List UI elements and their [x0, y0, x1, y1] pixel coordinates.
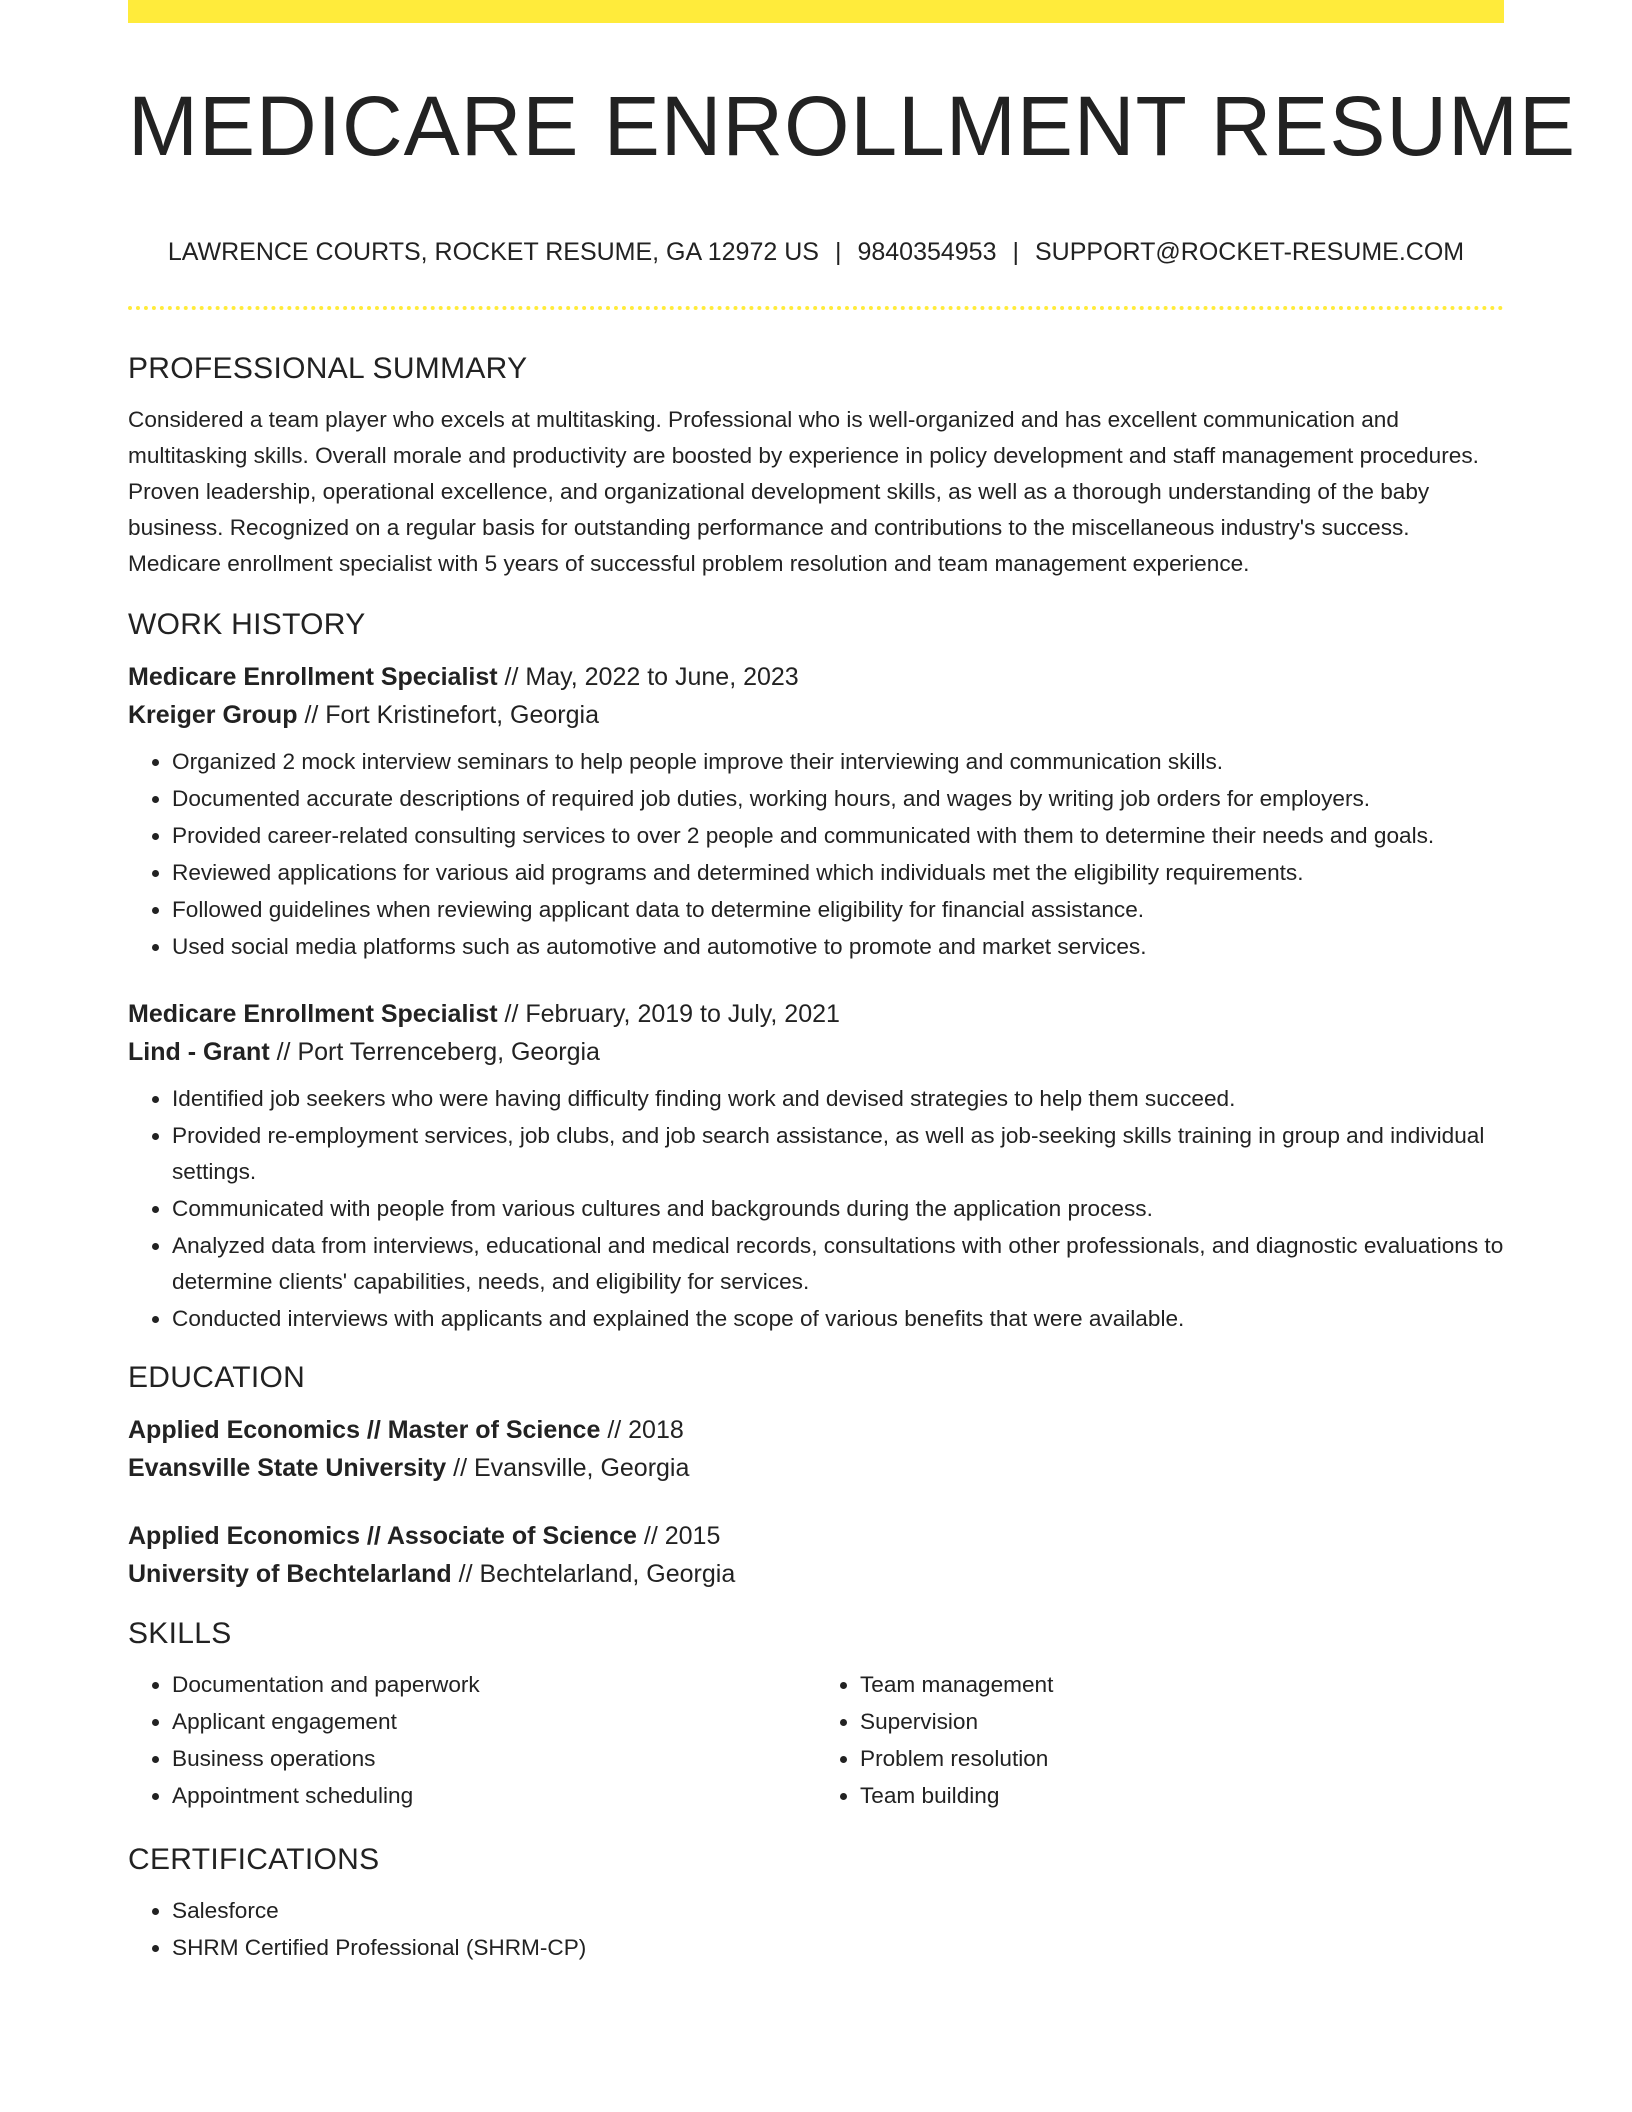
job-bullet: • Provided career-related consulting services to over 2 people and communicated with them to determine their needs and goals.	[172, 818, 1504, 854]
resume-content	[128, 352, 1504, 1967]
resume-title: MEDICARE ENROLLMENT RESUME	[128, 79, 1577, 173]
skill-item: • Team management	[860, 1667, 1504, 1703]
degree-name: Applied Economics // Associate of Science	[128, 1522, 637, 1550]
job-company: Lind - Grant	[128, 1038, 270, 1066]
degree-year: // 2015	[643, 1522, 721, 1550]
job-bullet: • Organized 2 mock interview seminars to help people improve their interviewing and communication skills.	[172, 744, 1504, 780]
degree-year: // 2018	[607, 1416, 684, 1444]
contact-separator: |	[834, 238, 842, 266]
certification-item: • Salesforce	[172, 1893, 1504, 1929]
degree-name: Applied Economics // Master of Science	[128, 1416, 601, 1444]
job-bullet: • Provided re-employment services, job clubs, and job search assistance, as well as job-seeking skills training in group and individual settings.	[172, 1118, 1504, 1190]
job-title: Medicare Enrollment Specialist	[128, 1000, 498, 1028]
skills-right-column	[816, 1667, 1504, 1815]
job-location: // Fort Kristinefort, Georgia	[304, 701, 599, 729]
job-company-line	[128, 696, 1504, 734]
education-section	[128, 1361, 1504, 1593]
dotted-divider	[128, 306, 1504, 310]
skill-item: • Team building	[860, 1778, 1504, 1814]
contact-separator: |	[1012, 238, 1019, 266]
contact-line	[128, 238, 1504, 267]
job-entry	[128, 995, 1504, 1337]
education-heading: EDUCATION	[128, 1361, 306, 1394]
skills-heading: SKILLS	[128, 1617, 232, 1650]
job-company-line	[128, 1033, 1504, 1071]
school-name: Evansville State University	[128, 1454, 447, 1482]
skill-item: • Documentation and paperwork	[172, 1667, 816, 1703]
certifications-section	[128, 1843, 1504, 1966]
job-bullet: • Reviewed applications for various aid programs and determined which individuals met the eligibility requirements.	[172, 855, 1504, 891]
skills-columns	[128, 1667, 1504, 1815]
certification-item: • SHRM Certified Professional (SHRM-CP)	[172, 1930, 1504, 1966]
job-dates: // May, 2022 to June, 2023	[504, 663, 799, 691]
work-history-section	[128, 608, 1504, 1337]
job-location: // Port Terrenceberg, Georgia	[276, 1038, 600, 1066]
job-bullets	[128, 1081, 1504, 1337]
contact-email: SUPPORT@ROCKET-RESUME.COM	[1035, 238, 1465, 266]
job-bullets	[128, 744, 1504, 965]
job-title-line	[128, 995, 1504, 1033]
school-location: // Bechtelarland, Georgia	[458, 1560, 736, 1588]
summary-text: Considered a team player who excels at multitasking. Professional who is well-organized and has excellent communication and multitasking skills. Overall morale and productivity are boosted by experience in policy development and staff management procedures. Proven leadership, operational excellence, and organizational development skills, as well as a thorough understanding of the baby business. Recognized on a regular basis for outstanding performance and contributions to the miscellaneous industry's success. Medicare enrollment specialist with 5 years of successful problem resolution and team management experience.	[128, 407, 1479, 576]
skill-item: • Applicant engagement	[172, 1704, 816, 1740]
work-history-heading: WORK HISTORY	[128, 608, 366, 641]
summary-section	[128, 352, 1504, 582]
skills-left-column	[128, 1667, 816, 1815]
job-title: Medicare Enrollment Specialist	[128, 663, 498, 691]
job-bullet: • Followed guidelines when reviewing applicant data to determine eligibility for financial assistance.	[172, 892, 1504, 928]
skill-item: • Business operations	[172, 1741, 816, 1777]
degree-line	[128, 1517, 1504, 1555]
skill-item: • Supervision	[860, 1704, 1504, 1740]
school-location: // Evansville, Georgia	[453, 1454, 690, 1482]
certifications-list	[128, 1893, 1504, 1966]
skill-item: • Appointment scheduling	[172, 1778, 816, 1814]
job-title-line	[128, 658, 1504, 696]
job-bullet: • Identified job seekers who were having difficulty finding work and devised strategies to help them succeed.	[172, 1081, 1504, 1117]
skill-item: • Problem resolution	[860, 1741, 1504, 1777]
job-bullet: • Communicated with people from various cultures and backgrounds during the application process.	[172, 1191, 1504, 1227]
top-accent-bar	[128, 0, 1504, 23]
summary-heading: PROFESSIONAL SUMMARY	[128, 352, 528, 385]
degree-line	[128, 1411, 1504, 1449]
job-bullet: • Analyzed data from interviews, educational and medical records, consultations with other professionals, and diagnostic evaluations to determine clients' capabilities, needs, and eligibility for services.	[172, 1228, 1504, 1300]
job-dates: // February, 2019 to July, 2021	[504, 1000, 840, 1028]
job-bullet: • Used social media platforms such as automotive and automotive to promote and market services.	[172, 929, 1504, 965]
skills-section	[128, 1617, 1504, 1815]
education-entry	[128, 1411, 1504, 1487]
education-entry	[128, 1517, 1504, 1593]
contact-phone: 9840354953	[857, 238, 997, 266]
job-bullet: • Conducted interviews with applicants and explained the scope of various benefits that were available.	[172, 1301, 1504, 1337]
school-line	[128, 1555, 1504, 1593]
job-bullet: • Documented accurate descriptions of required job duties, working hours, and wages by writing job orders for employers.	[172, 781, 1504, 817]
school-name: University of Bechtelarland	[128, 1560, 452, 1588]
job-entry	[128, 658, 1504, 965]
job-company: Kreiger Group	[128, 701, 298, 729]
certifications-heading: CERTIFICATIONS	[128, 1843, 380, 1876]
school-line	[128, 1449, 1504, 1487]
contact-address: LAWRENCE COURTS, ROCKET RESUME, GA 12972 US	[167, 238, 819, 266]
